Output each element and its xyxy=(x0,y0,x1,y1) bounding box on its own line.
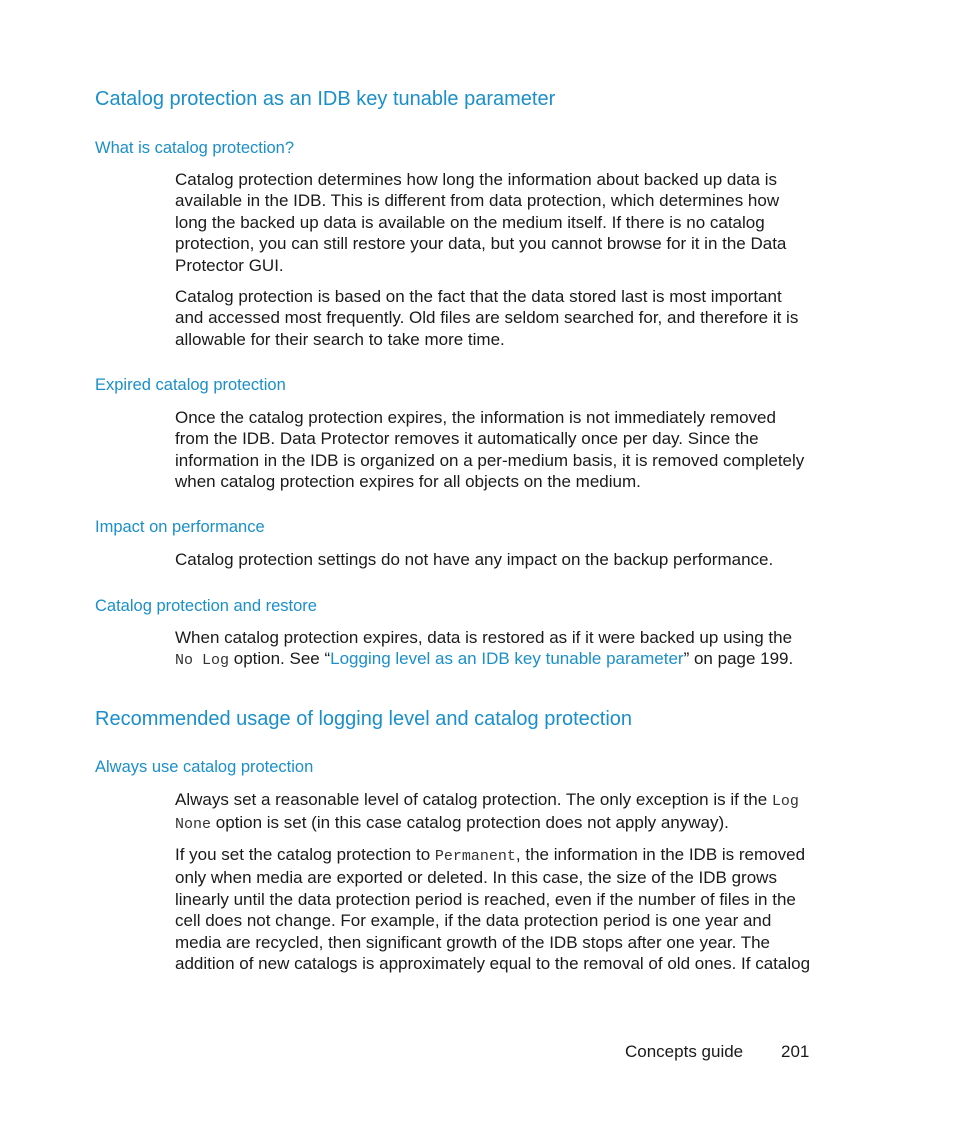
paragraph-impact xyxy=(175,549,825,570)
text-line: long the backed up data is available on the medium itself. If there is no catalog xyxy=(175,212,765,232)
text-line: When catalog protection expires, data is restored as if it were backed up using the xyxy=(175,628,793,647)
text-line: when catalog protection expires for all objects on the medium. xyxy=(175,472,641,492)
code-log: Log xyxy=(771,793,799,810)
code-permanent: Permanent xyxy=(434,848,516,865)
text-line: protection, you can still restore your data, but you cannot browse for it in the Data xyxy=(175,234,787,254)
text-fragment: Always set a reasonable level of catalog protection. The only exception is if the xyxy=(175,790,772,809)
text-line xyxy=(175,812,825,835)
paragraph-restore xyxy=(175,627,825,672)
heading-expired-catalog-protection: Expired catalog protection xyxy=(95,376,286,394)
text-line: available in the IDB. This is different from data protection, which determines how xyxy=(175,191,780,211)
section-title-catalog-protection: Catalog protection as an IDB key tunable parameter xyxy=(95,88,556,110)
heading-what-is-catalog-protection: What is catalog protection? xyxy=(95,139,295,157)
text-line: Catalog protection is based on the fact that the data stored last is most important xyxy=(175,287,782,306)
footer-guide-name: Concepts guide xyxy=(625,1042,744,1061)
text-line xyxy=(175,844,825,867)
text-line: Protector GUI. xyxy=(175,255,284,275)
text-line xyxy=(175,789,825,812)
text-line: media are recycled, then significant growth of the IDB stops after one year. The xyxy=(175,932,771,952)
text-fragment: If you set the catalog protection to xyxy=(175,845,435,864)
heading-catalog-protection-and-restore: Catalog protection and restore xyxy=(95,597,317,615)
text-fragment: ” on page 199. xyxy=(683,649,794,669)
text-line xyxy=(175,648,825,671)
section-title-recommended-usage: Recommended usage of logging level and catalog protection xyxy=(95,708,633,730)
text-line: addition of new catalogs is approximately equal to the removal of old ones. If catalog xyxy=(175,954,811,974)
code-none: None xyxy=(175,816,212,834)
footer-page-number: 201 xyxy=(781,1042,810,1061)
text-line: and accessed most frequently. Old files are seldom searched for, and therefore it is xyxy=(175,308,799,328)
text-line: Catalog protection determines how long the information about backed up data is xyxy=(175,170,777,189)
paragraph-what-is-1 xyxy=(175,169,825,276)
text-fragment: option is set (in this case catalog protection does not apply anyway). xyxy=(211,813,729,833)
paragraph-expired-1 xyxy=(175,407,825,493)
cross-reference-link[interactable]: Logging level as an IDB key tunable parameter xyxy=(330,649,684,669)
text-line: linearly until the data protection period is reached, even if the number of files in the xyxy=(175,889,796,909)
paragraph-what-is-2 xyxy=(175,286,825,350)
text-line: Catalog protection settings do not have any impact on the backup performance. xyxy=(175,550,774,569)
text-line: allowable for their search to take more time. xyxy=(175,329,505,349)
text-fragment: option. See “ xyxy=(229,649,331,669)
text-line: information in the IDB is organized on a per-medium basis, it is removed completely xyxy=(175,450,805,470)
heading-always-use-catalog-protection: Always use catalog protection xyxy=(95,758,314,776)
text-line: only when media are exported or deleted. In this case, the size of the IDB grows xyxy=(175,868,777,888)
paragraph-always-1 xyxy=(175,789,825,836)
text-line: cell does not change. For example, if the data protection period is one year and xyxy=(175,911,772,931)
paragraph-always-2 xyxy=(175,844,825,974)
text-fragment: , the information in the IDB is removed xyxy=(515,845,806,864)
code-no-log: No Log xyxy=(175,652,230,670)
text-line: Once the catalog protection expires, the information is not immediately removed xyxy=(175,408,776,427)
text-line: from the IDB. Data Protector removes it automatically once per day. Since the xyxy=(175,429,759,449)
heading-impact-on-performance: Impact on performance xyxy=(95,518,265,536)
